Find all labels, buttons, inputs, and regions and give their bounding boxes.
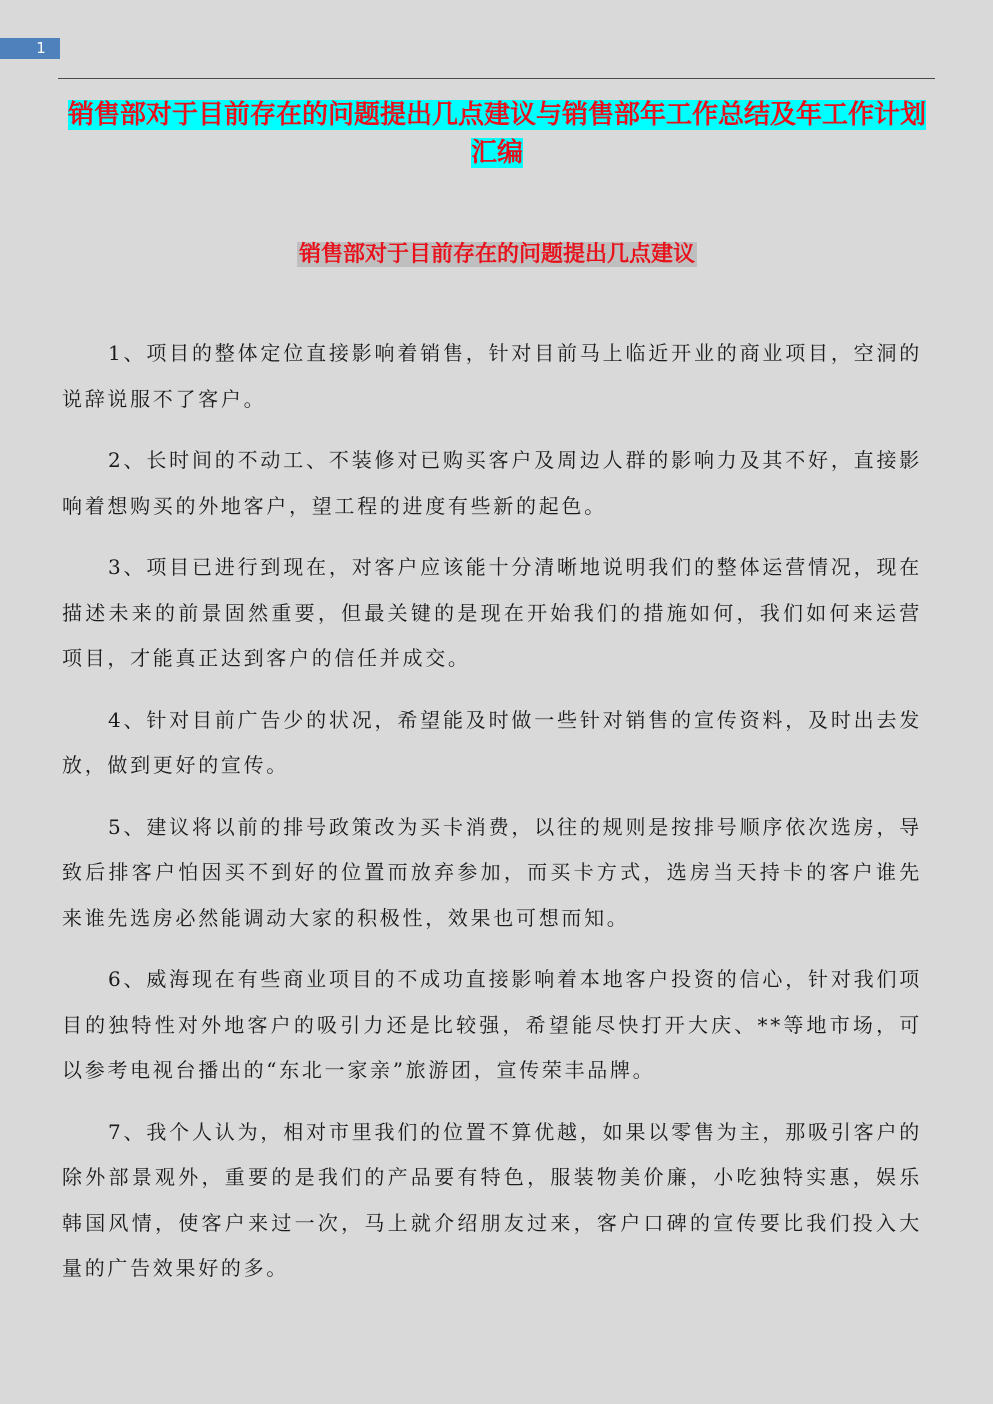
section-title bbox=[62, 238, 932, 272]
paragraph-6: 6、威海现在有些商业项目的不成功直接影响着本地客户投资的信心，针对我们项目的独特性对外地客户的吸引力还是比较强，希望能尽快打开大庆、**等地市场，可以参考电视台播出的“东北一家亲”旅游团，宣传荣丰品牌。 bbox=[62, 967, 922, 1082]
paragraph-3: 3、项目已进行到现在，对客户应该能十分清晰地说明我们的整体运营情况，现在描述未来的前景固然重要，但最关键的是现在开始我们的措施如何，我们如何来运营项目，才能真正达到客户的信任并成交。 bbox=[62, 555, 922, 670]
header-divider bbox=[58, 78, 935, 79]
document-body bbox=[62, 331, 922, 1308]
page-number-badge: 1 bbox=[0, 38, 60, 59]
paragraph-2: 2、长时间的不动工、不装修对已购买客户及周边人群的影响力及其不好，直接影响着想购买的外地客户，望工程的进度有些新的起色。 bbox=[62, 448, 922, 518]
document-title bbox=[62, 96, 932, 172]
paragraph-4: 4、针对目前广告少的状况，希望能及时做一些针对销售的宣传资料，及时出去发放，做到更好的宣传。 bbox=[62, 707, 922, 777]
paragraph-7: 7、我个人认为，相对市里我们的位置不算优越，如果以零售为主，那吸引客户的除外部景观外，重要的是我们的产品要有特色，服装物美价廉，小吃独特实惠，娱乐韩国风情，使客户来过一次，马上就介绍朋友过来，客户口碑的宣传要比我们投入大量的广告效果好的多。 bbox=[62, 1119, 922, 1280]
document-title-text: 销售部对于目前存在的问题提出几点建议与销售部年工作总结及年工作计划汇编 bbox=[67, 100, 926, 168]
paragraph-1: 1、项目的整体定位直接影响着销售，针对目前马上临近开业的商业项目，空洞的说辞说服不了客户。 bbox=[62, 341, 922, 411]
paragraph-5: 5、建议将以前的排号政策改为买卡消费，以往的规则是按排号顺序依次选房，导致后排客户怕因买不到好的位置而放弃参加，而买卡方式，选房当天持卡的客户谁先来谁先选房必然能调动大家的积极性，效果也可想而知。 bbox=[62, 814, 922, 930]
section-title-text: 销售部对于目前存在的问题提出几点建议 bbox=[298, 242, 695, 267]
